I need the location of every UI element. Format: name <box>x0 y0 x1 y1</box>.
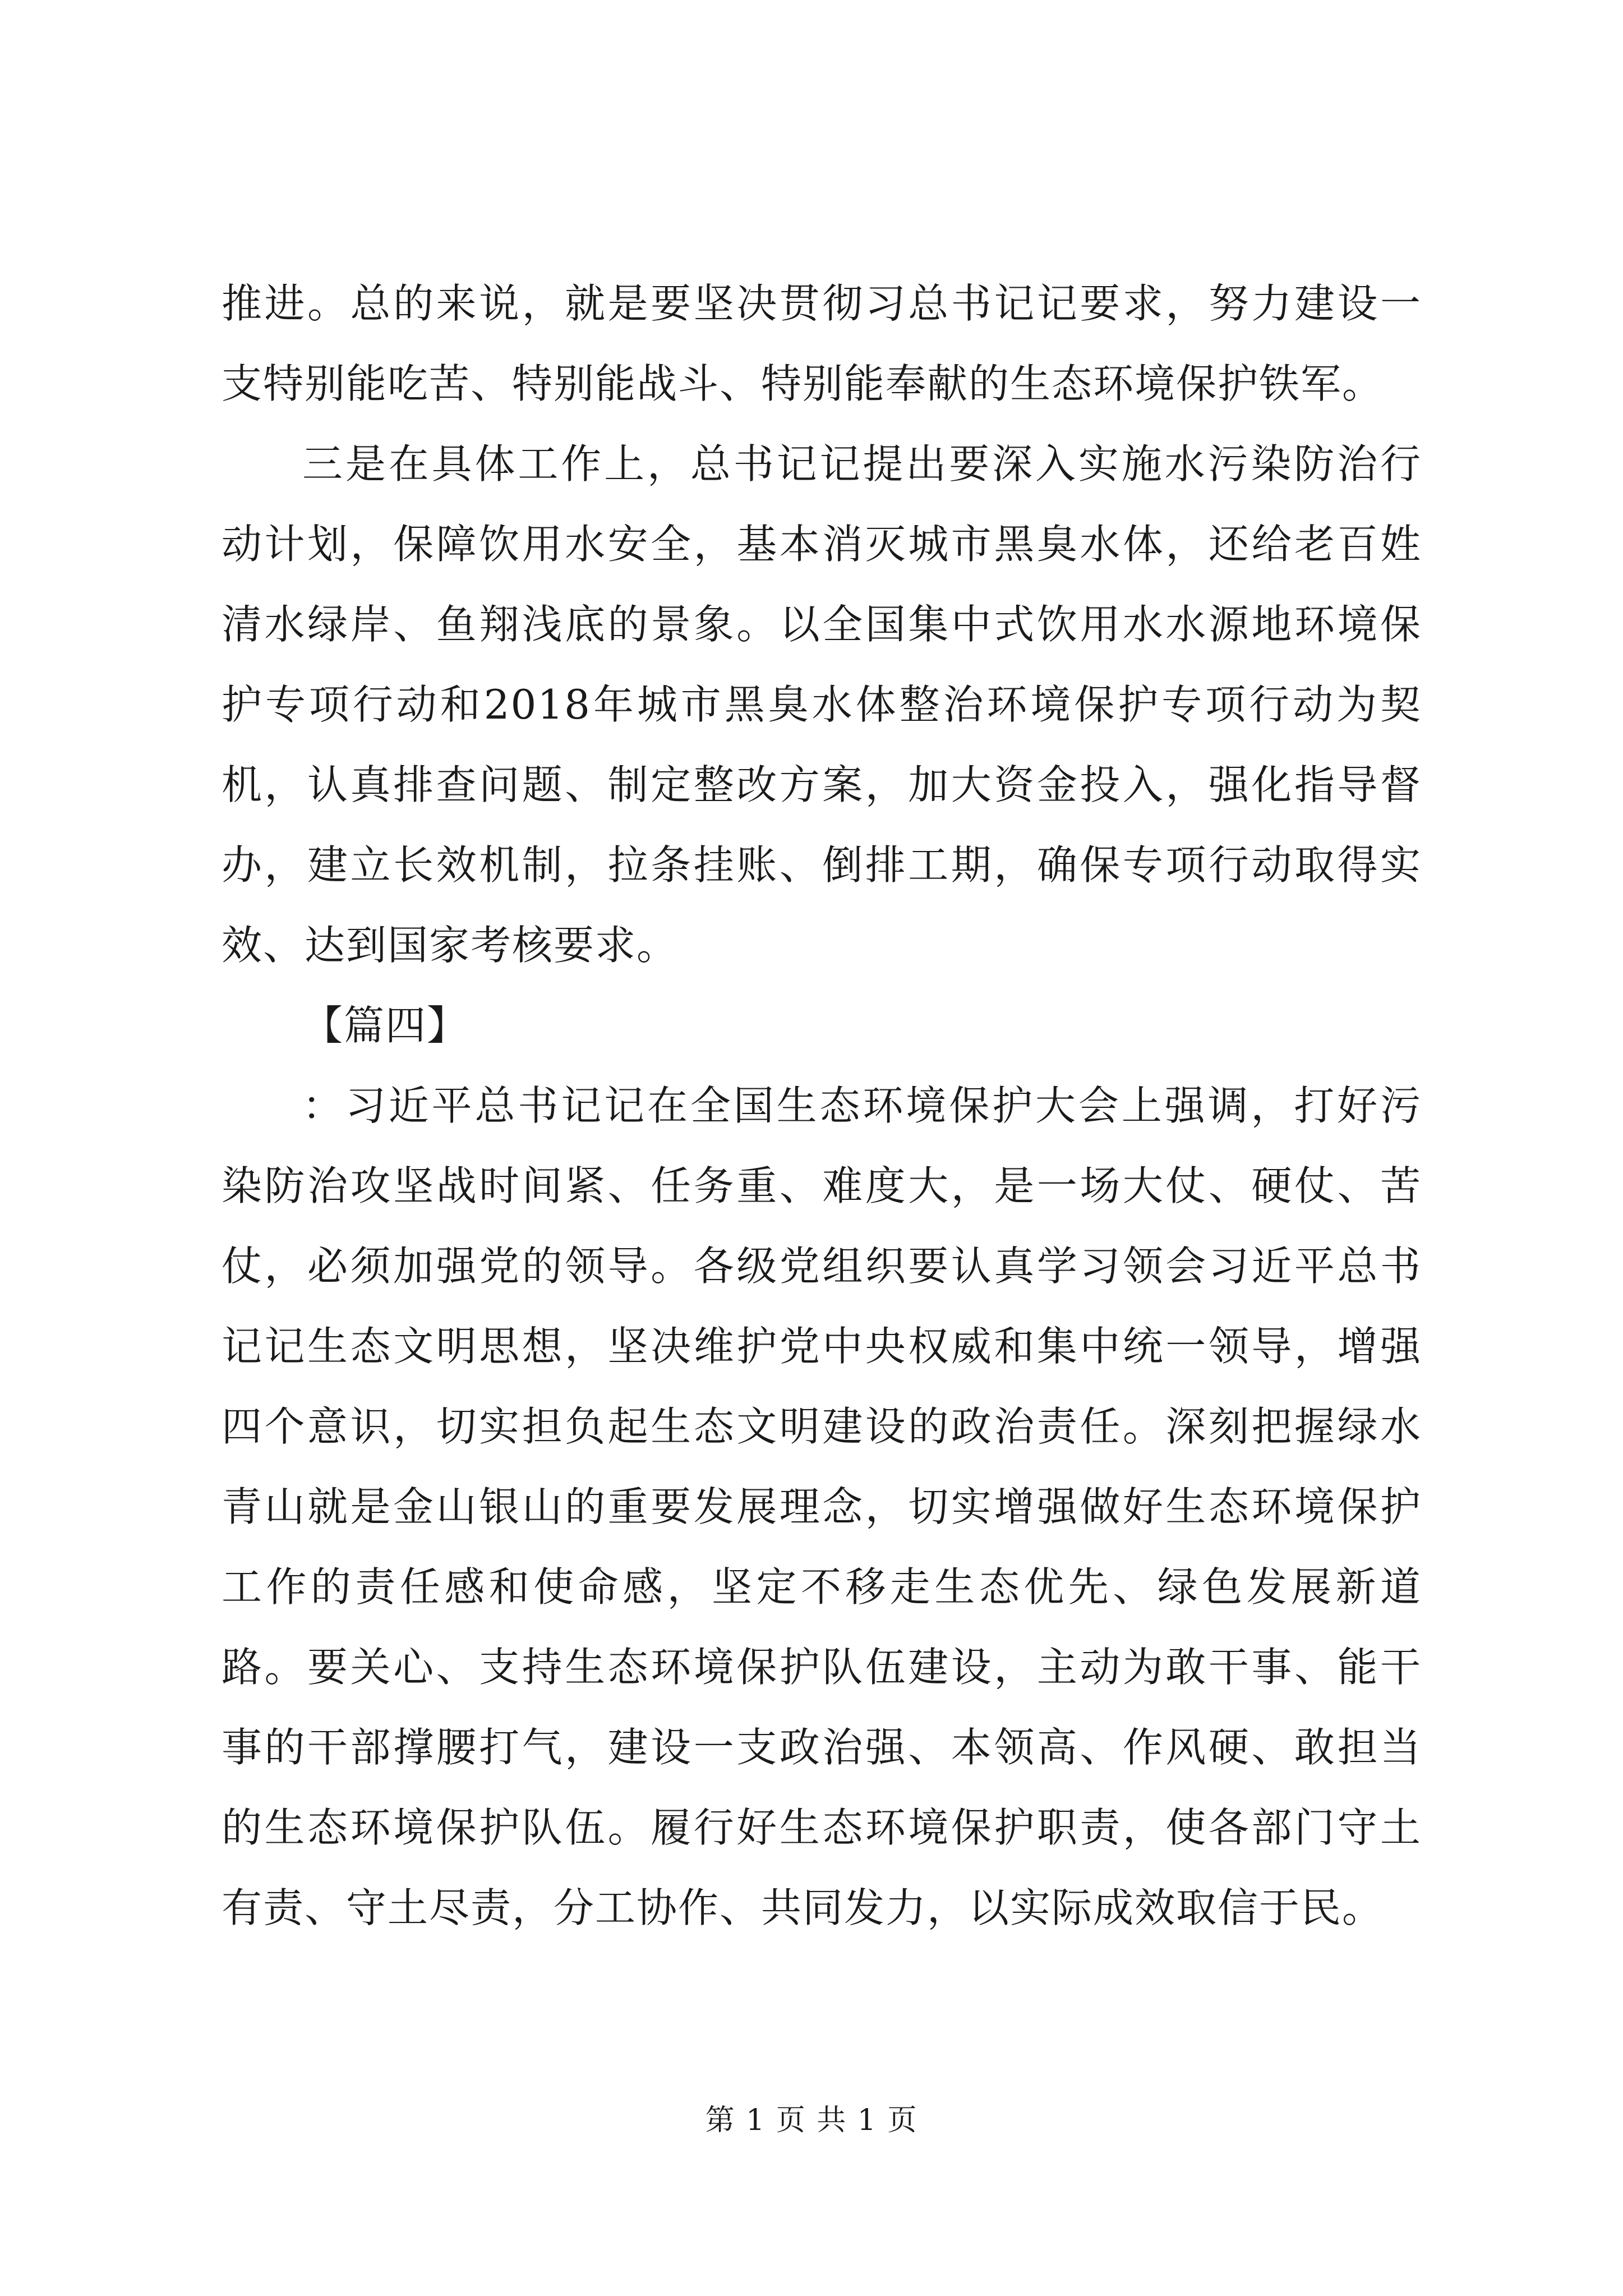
paragraph-continuation: 推进。总的来说，就是要坚决贯彻习总书记记要求，努力建设一支特别能吃苦、特别能战斗、特别能奉献的生态环境保护铁军。 <box>222 280 1422 407</box>
paragraph-point-three: 三是在具体工作上，总书记记提出要深入实施水污染防治行动计划，保障饮用水安全，基本消灭城市黑臭水体，还给老百姓清水绿岸、鱼翔浅底的景象。以全国集中式饮用水水源地环境保护专项行动和2018年城市黑臭水体整治环境保护专项行动为契机，认真排查问题、制定整改方案，加大资金投入，强化指导督办，建立长效机制，拉条挂账、倒排工期，确保专项行动取得实效、达到国家考核要求。 <box>222 440 1422 969</box>
paragraph-section-four: ：习近平总书记记在全国生态环境保护大会上强调，打好污染防治攻坚战时间紧、任务重、难度大，是一场大仗、硬仗、苦仗，必须加强党的领导。各级党组织要认真学习领会习近平总书记记生态文明思想，坚决维护党中央权威和集中统一领导，增强四个意识，切实担负起生态文明建设的政治责任。深刻把握绿水青山就是金山银山的重要发展理念，切实增强做好生态环境保护工作的责任感和使命感，坚定不移走生态优先、绿色发展新道路。要关心、支持生态环境保护队伍建设，主动为敢干事、能干事的干部撑腰打气，建设一支政治强、本领高、作风硬、敢担当的生态环境保护队伍。履行好生态环境保护职责，使各部门守土有责、守土尽责，分工协作、共同发力，以实际成效取信于民。 <box>222 1082 1422 1931</box>
section-four-heading: 【篇四】 <box>302 1002 469 1049</box>
page-footer <box>0 2101 1623 2140</box>
page-number-label: 第 1 页 共 1 页 <box>705 2104 918 2137</box>
document-body <box>222 264 1422 1948</box>
